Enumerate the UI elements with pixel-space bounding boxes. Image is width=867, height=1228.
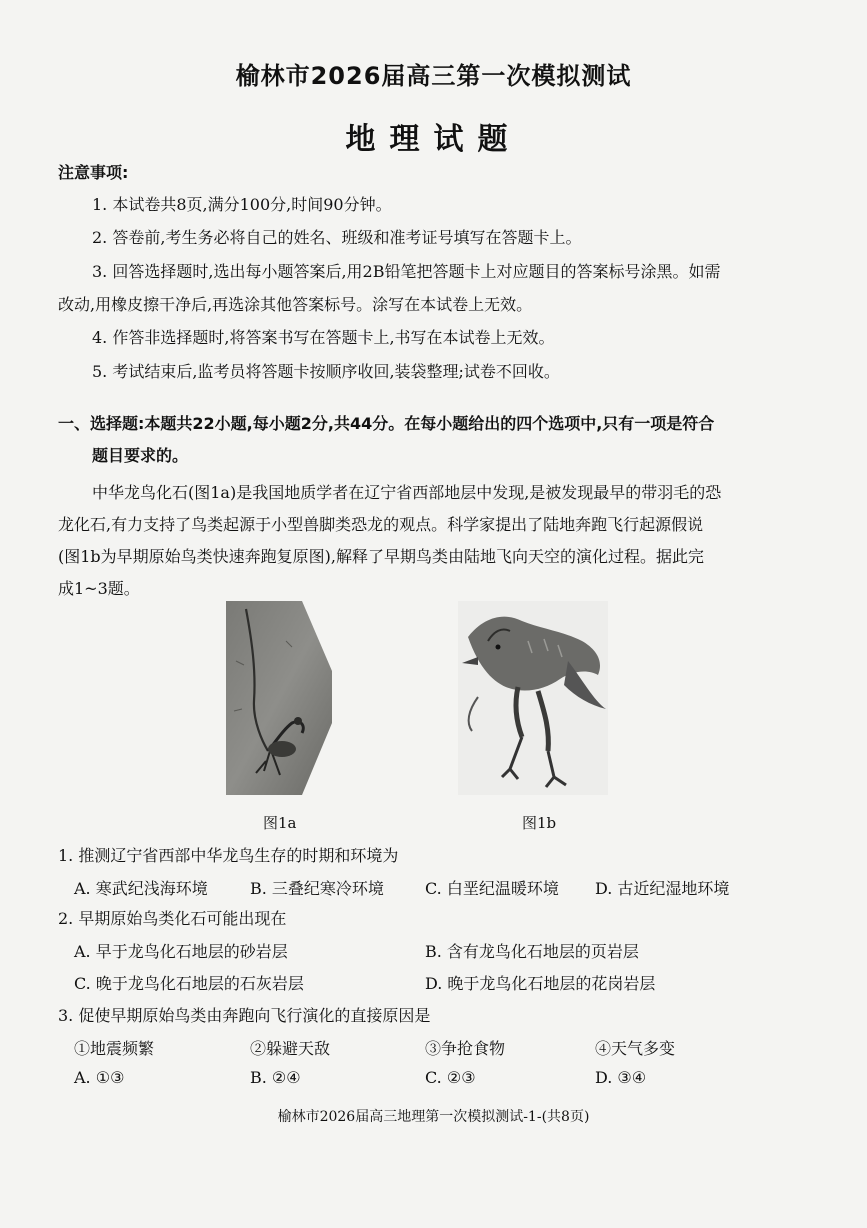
figure-caption-1b: 图1b xyxy=(522,814,557,832)
notice-item-continued: 改动,用橡皮擦干净后,再选涂其他答案标号。涂写在本试卷上无效。 xyxy=(58,295,533,314)
figure-caption-1a: 图1a xyxy=(263,814,297,832)
notice-item: 3. 回答选择题时,选出每小题答案后,用2B铅笔把答题卡上对应题目的答案标号涂黑。如需 xyxy=(92,262,721,281)
subject-title: 地理试题 xyxy=(345,122,522,157)
option: C. ②③ xyxy=(425,1068,476,1087)
notice-heading: 注意事项: xyxy=(58,163,129,182)
factor-item: ①地震频繁 xyxy=(74,1039,155,1058)
option: D. ③④ xyxy=(595,1068,647,1087)
option: B. ②④ xyxy=(250,1068,301,1087)
notice-item: 5. 考试结束后,监考员将答题卡按顺序收回,装袋整理;试卷不回收。 xyxy=(92,362,560,381)
question-stem: 3. 促使早期原始鸟类由奔跑向飞行演化的直接原因是 xyxy=(58,1006,431,1025)
option: A. ①③ xyxy=(74,1068,125,1087)
option: D. 晚于龙鸟化石地层的花岗岩层 xyxy=(425,974,656,993)
question-stem: 2. 早期原始鸟类化石可能出现在 xyxy=(58,909,287,928)
page-footer: 榆林市2026届高三地理第一次模拟测试-1-(共8页) xyxy=(277,1109,590,1125)
question-stem: 1. 推测辽宁省西部中华龙鸟生存的时期和环境为 xyxy=(58,846,399,865)
option: B. 含有龙鸟化石地层的页岩层 xyxy=(425,942,639,961)
passage-line: 龙化石,有力支持了鸟类起源于小型兽脚类恐龙的观点。科学家提出了陆地奔跑飞行起源假说 xyxy=(58,515,704,534)
option: A. 早于龙鸟化石地层的砂岩层 xyxy=(74,942,288,961)
fossil-image xyxy=(226,601,332,795)
exam-title: 榆林市2026届高三第一次模拟测试 xyxy=(235,62,632,90)
option: C. 白垩纪温暖环境 xyxy=(425,879,559,898)
option: B. 三叠纪寒冷环境 xyxy=(250,879,384,898)
section-heading: 一、选择题:本题共22小题,每小题2分,共44分。在每小题给出的四个选项中,只有一项是符合 xyxy=(58,414,715,433)
notice-item: 4. 作答非选择题时,将答案书写在答题卡上,书写在本试卷上无效。 xyxy=(92,328,555,347)
notice-item: 1. 本试卷共8页,满分100分,时间90分钟。 xyxy=(92,195,392,214)
notice-item: 2. 答卷前,考生务必将自己的姓名、班级和准考证号填写在答题卡上。 xyxy=(92,228,582,247)
option: C. 晚于龙鸟化石地层的石灰岩层 xyxy=(74,974,304,993)
passage-line: 成1~3题。 xyxy=(58,579,140,598)
factor-item: ④天气多变 xyxy=(595,1039,676,1058)
passage-line: (图1b为早期原始鸟类快速奔跑复原图),解释了早期鸟类由陆地飞向天空的演化过程。据此完 xyxy=(58,547,704,566)
section-heading-continued: 题目要求的。 xyxy=(92,446,189,465)
factor-item: ③争抢食物 xyxy=(425,1039,506,1058)
factor-item: ②躲避天敌 xyxy=(250,1039,331,1058)
option: D. 古近纪湿地环境 xyxy=(595,879,730,898)
passage-line: 中华龙鸟化石(图1a)是我国地质学者在辽宁省西部地层中发现,是被发现最早的带羽毛的恐 xyxy=(92,483,722,502)
option: A. 寒武纪浅海环境 xyxy=(74,879,208,898)
bird-reconstruction-image xyxy=(458,601,608,795)
